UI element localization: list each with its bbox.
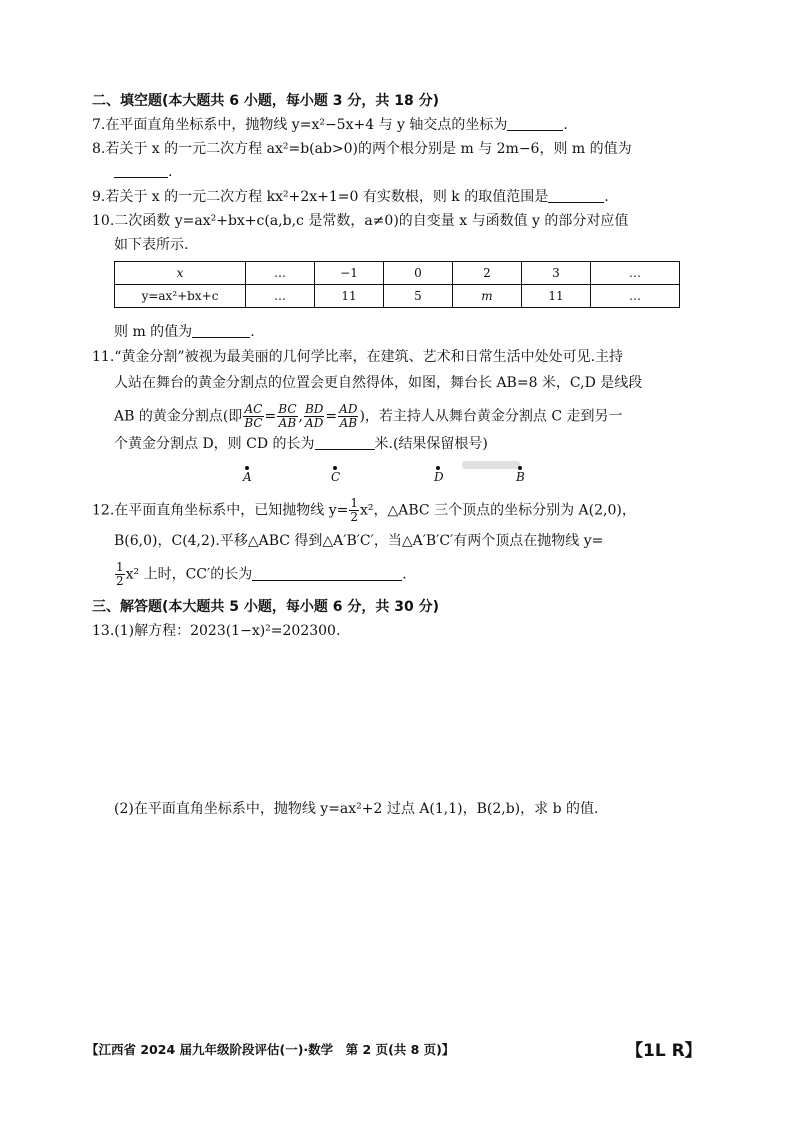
q8-end: . xyxy=(168,164,173,180)
question-10 xyxy=(92,211,628,231)
q9-answer-blank[interactable] xyxy=(548,188,604,203)
q8-number: 8. xyxy=(92,141,106,157)
q11-answer-blank[interactable] xyxy=(315,435,375,450)
paper-code-tag: 【1L R】 xyxy=(626,1041,702,1061)
question-9 xyxy=(92,187,609,207)
q12-end: . xyxy=(402,566,407,583)
q11-line3-suffix: )，若主持人从舞台黄金分割点 C 走到另一 xyxy=(359,408,623,425)
q7-answer-blank[interactable] xyxy=(507,116,563,131)
ratio-denominator: BC xyxy=(244,416,263,430)
q11-line4-suffix: 米.(结果保留根号) xyxy=(374,436,488,452)
ratio-numerator: AC xyxy=(244,402,263,416)
ratio-bc-ab xyxy=(277,403,297,430)
q12-answer-blank[interactable] xyxy=(252,566,402,581)
equals-sign: = xyxy=(264,408,277,425)
question-7 xyxy=(92,115,568,135)
equals-sign: = xyxy=(325,408,338,425)
q7-text: 在平面直角坐标系中，抛物线 y=x²−5x+4 与 y 轴交点的坐标为 xyxy=(105,117,508,133)
q11-line2: 人站在舞台的黄金分割点的位置会更自然得体，如图，舞台长 AB=8 米，C,D 是线段 xyxy=(114,375,643,391)
question-12 xyxy=(92,497,636,524)
page-footer: 【江西省 2024 届九年级阶段评估(一)·数学 第 2 页(共 8 页)】 xyxy=(86,1042,455,1057)
q10-answer-line xyxy=(114,322,255,342)
q12-line2: B(6,0)，C(4,2).平移△ABC 得到△A′B′C′，当△A′B′C′有两个顶点在抛物线 y= xyxy=(114,533,604,549)
table-cell: … xyxy=(246,262,315,285)
table-cell: 5 xyxy=(384,285,453,308)
q12-number: 12. xyxy=(92,502,115,519)
q11-line1: “黄金分割”被视为最美丽的几何学比率，在建筑、艺术和日常生活中处处可见.主持 xyxy=(114,349,624,365)
section-2-heading: 二、填空题(本大题共 6 小题，每小题 3 分，共 18 分) xyxy=(92,93,440,109)
question-8-answer-line xyxy=(114,162,172,182)
table-cell: 11 xyxy=(522,285,591,308)
table-cell: 3 xyxy=(522,262,591,285)
ratio-bd-ad xyxy=(304,403,324,430)
fraction-numerator: 1 xyxy=(116,560,124,574)
point-c-label: C xyxy=(331,470,341,484)
ratio-denominator: AB xyxy=(278,416,297,430)
q7-end: . xyxy=(563,117,568,133)
table-cell: m xyxy=(453,285,522,308)
table-cell: … xyxy=(591,262,680,285)
fraction-denominator: 2 xyxy=(116,574,124,588)
table-cell: x xyxy=(115,262,246,285)
q11-line3 xyxy=(114,403,623,430)
q11-line4 xyxy=(114,434,488,454)
q13-part2: (2)在平面直角坐标系中，抛物线 y=ax²+2 过点 A(1,1)，B(2,b)，求 b 的值. xyxy=(114,801,599,817)
fraction-numerator: 1 xyxy=(350,496,358,510)
q11-number: 11. xyxy=(92,349,115,365)
ratio-numerator: BD xyxy=(304,402,324,416)
table-row xyxy=(115,262,680,285)
point-b-label: B xyxy=(516,470,525,484)
q10-value-table xyxy=(114,261,680,308)
ratio-ac-bc xyxy=(243,403,263,430)
q10-line2: 如下表所示. xyxy=(114,237,189,253)
table-cell: −1 xyxy=(315,262,384,285)
table-cell: y=ax²+bx+c xyxy=(115,285,246,308)
ratio-numerator: BC xyxy=(278,402,297,416)
ratio-numerator: AD xyxy=(339,402,358,416)
q13-part1: 13.(1)解方程：2023(1−x)²=202300. xyxy=(92,623,341,639)
point-d-label: D xyxy=(434,470,444,484)
table-cell: 2 xyxy=(453,262,522,285)
q12-line1-suffix: x²，△ABC 三个顶点的坐标分别为 A(2,0)， xyxy=(360,502,636,519)
q10-answer-blank[interactable] xyxy=(192,323,250,338)
fraction-denominator: 2 xyxy=(350,510,358,524)
scan-smudge xyxy=(462,461,520,469)
q12-line1-prefix: 在平面直角坐标系中，已知抛物线 y= xyxy=(114,502,349,519)
q8-answer-blank[interactable] xyxy=(114,163,168,178)
section-3-heading: 三、解答题(本大题共 5 小题，每小题 6 分，共 30 分) xyxy=(92,599,440,615)
ratio-denominator: AB xyxy=(339,416,358,430)
q11-line3-prefix: AB 的黄金分割点(即 xyxy=(114,408,243,425)
q10-end: . xyxy=(250,324,255,340)
ratio-denominator: AD xyxy=(305,416,324,430)
ratio-ad-ab xyxy=(338,403,358,430)
table-cell: 11 xyxy=(315,285,384,308)
q8-text: 若关于 x 的一元二次方程 ax²=b(ab>0)的两个根分别是 m 与 2m−6，则 m 的值为 xyxy=(105,141,632,157)
q10-answer-prefix: 则 m 的值为 xyxy=(114,324,193,340)
q10-line1: 二次函数 y=ax²+bx+c(a,b,c 是常数，a≠0)的自变量 x 与函数值 y 的部分对应值 xyxy=(114,213,629,229)
q12-line3-suffix: x² 上时，CC′的长为 xyxy=(125,566,253,583)
q10-number: 10. xyxy=(92,213,115,229)
comma: , xyxy=(298,408,303,425)
table-cell: … xyxy=(591,285,680,308)
question-8 xyxy=(92,139,632,159)
fraction-one-half xyxy=(115,561,125,588)
table-cell: … xyxy=(246,285,315,308)
q12-line3 xyxy=(114,561,407,588)
table-cell: 0 xyxy=(384,262,453,285)
q9-number: 9. xyxy=(92,189,106,205)
table-row xyxy=(115,285,680,308)
q11-line4-prefix: 个黄金分割点 D，则 CD 的长为 xyxy=(114,436,315,452)
question-11 xyxy=(92,347,623,367)
q9-text: 若关于 x 的一元二次方程 kx²+2x+1=0 有实数根，则 k 的取值范围是 xyxy=(105,189,549,205)
point-a-label: A xyxy=(243,470,252,484)
fraction-one-half xyxy=(349,497,359,524)
q9-end: . xyxy=(604,189,609,205)
q7-number: 7. xyxy=(92,117,106,133)
